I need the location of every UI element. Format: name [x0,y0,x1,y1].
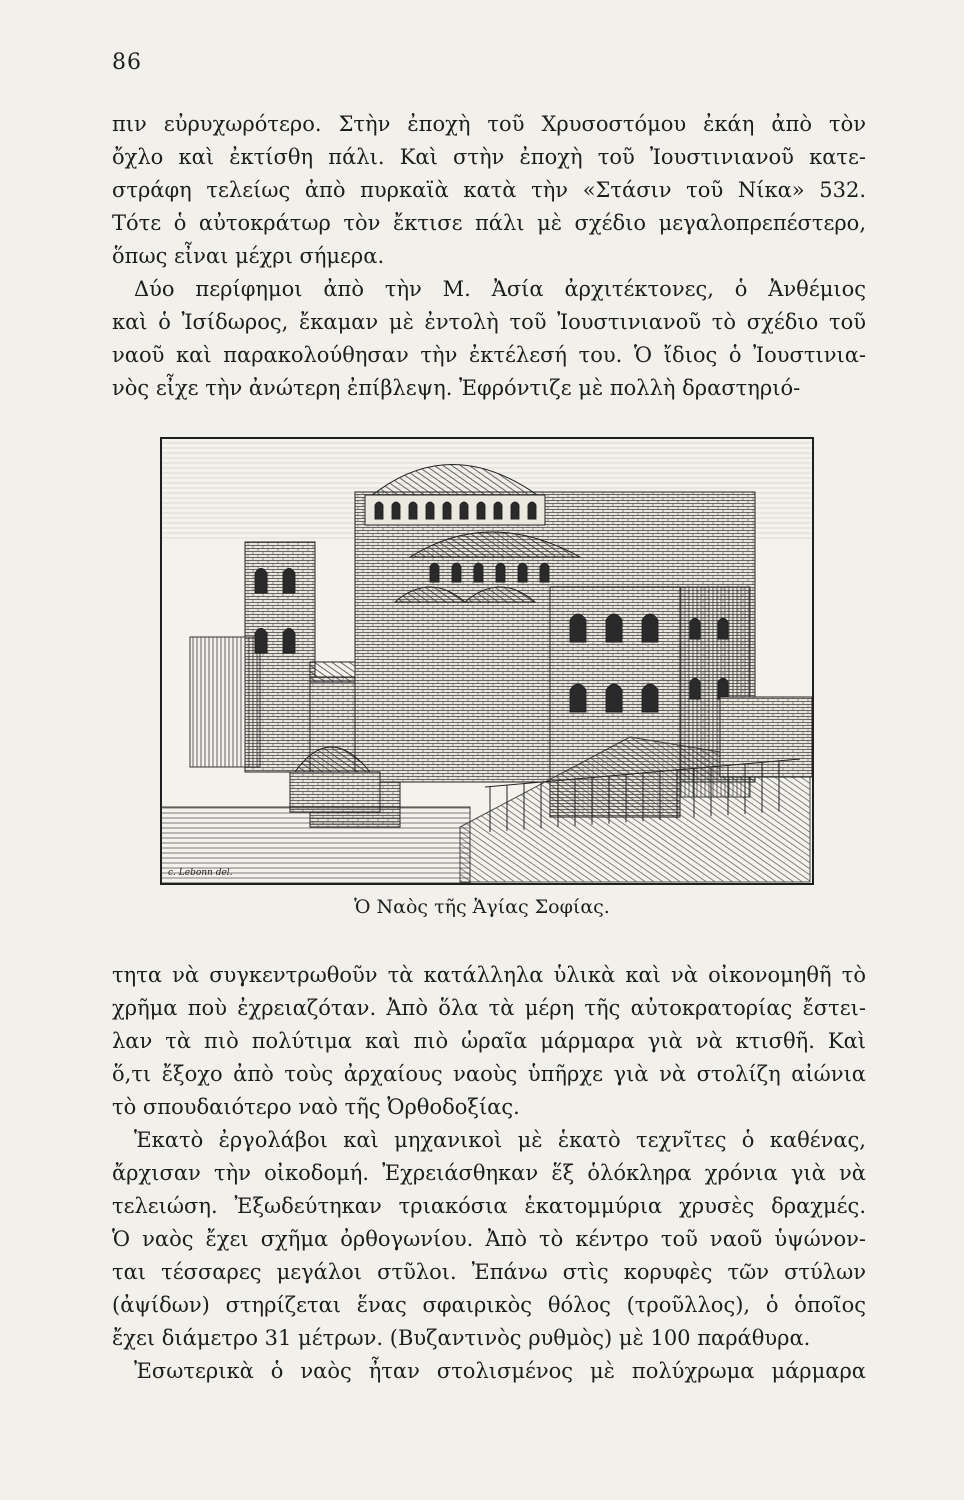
text-line: τελειώση. Ἐξωδεύτηκαν τριακόσια ἑκατομμύρια χρυσὲς δραχμές. [112,1194,866,1218]
text-line: καὶ ὁ Ἰσίδωρος, ἔκαμαν μὲ ἐντολὴ τοῦ Ἰουστινιανοῦ τὸ σχέδιο τοῦ [112,310,866,334]
text-line: λαν τὰ πιὸ πολύτιμα καὶ πιὸ ὡραῖα μάρμαρα γιὰ νὰ κτισθῆ. Καὶ [112,1029,866,1053]
figure-hagia-sophia [160,437,814,885]
text-line: Δύο περίφημοι ἀπὸ τὴν Μ. Ἀσία ἀρχιτέκτονες, ὁ Ἀνθέμιος [134,277,866,301]
figure-caption: Ὁ Ναὸς τῆς Ἁγίας Σοφίας. [354,896,610,918]
text-line: (ἀψίδων) στηρίζεται ἕνας σφαιρικὸς θόλος (τροῦλλος), ὁ ὁποῖος [112,1293,866,1317]
text-block-top [112,108,866,405]
text-line: ἔχει διάμετρο 31 μέτρων. (Βυζαντινὸς ρυθμὸς) μὲ 100 παράθυρα. [112,1326,811,1350]
text-line: Ἑκατὸ ἐργολάβοι καὶ μηχανικοὶ μὲ ἑκατὸ τεχνῖτες ὁ καθένας, [134,1128,866,1152]
text-line: ἄρχισαν τὴν οἰκοδομή. Ἐχρειάσθηκαν ἕξ ὁλόκληρα χρόνια γιὰ νὰ [112,1161,866,1185]
text-line: Ὁ ναὸς ἔχει σχῆμα ὀρθογωνίου. Ἀπὸ τὸ κέντρο τοῦ ναοῦ ὑψώνον- [112,1227,866,1251]
text-line: νὸς εἶχε τὴν ἀνώτερη ἐπίβλεψη. Ἐφρόντιζε μὲ πολλὴ δραστηριό- [112,376,801,400]
text-line: ναοῦ καὶ παρακολούθησαν τὴν ἐκτέλεσή του. Ὁ ἴδιος ὁ Ἰουστινια- [112,343,866,367]
page-number: 86 [112,50,142,75]
text-block-bottom [112,959,866,1388]
hagia-sophia-illustration [160,437,814,885]
text-line: τὸ σπουδαιότερο ναὸ τῆς Ὀρθοδοξίας. [112,1095,520,1119]
text-line: ὄχλο καὶ ἐκτίσθη πάλι. Καὶ στὴν ἐποχὴ τοῦ Ἰουστινιανοῦ κατε- [112,145,866,169]
text-line: Τότε ὁ αὐτοκράτωρ τὸν ἔκτισε πάλι μὲ σχέδιο μεγαλοπρεπέστερο, [112,211,866,235]
text-line: ὅπως εἶναι μέχρι σήμερα. [112,244,385,268]
text-line: τητα νὰ συγκεντρωθοῦν τὰ κατάλληλα ὑλικὰ καὶ νὰ οἰκονομηθῆ τὸ [112,963,866,987]
text-line: πιν εὐρυχωρότερο. Στὴν ἐποχὴ τοῦ Χρυσοστόμου ἐκάη ἀπὸ τὸν [112,112,866,136]
text-line: ται τέσσαρες μεγάλοι στῦλοι. Ἐπάνω στὶς κορυφὲς τῶν στύλων [112,1260,866,1284]
artist-signature: c. Lebonn del. [168,868,233,878]
text-line: χρῆμα ποὺ ἐχρειαζόταν. Ἀπὸ ὅλα τὰ μέρη τῆς αὐτοκρατορίας ἔστει- [112,996,866,1020]
text-line: Ἐσωτερικὰ ὁ ναὸς ἦταν στολισμένος μὲ πολύχρωμα μάρμαρα [134,1359,866,1383]
text-line: στράφη τελείως ἀπὸ πυρκαϊὰ κατὰ τὴν «Στάσιν τοῦ Νίκα» 532. [112,178,866,202]
text-line: ὅ,τι ἔξοχο ἀπὸ τοὺς ἀρχαίους ναοὺς ὑπῆρχε γιὰ νὰ στολίζη αἰώνια [112,1062,866,1086]
